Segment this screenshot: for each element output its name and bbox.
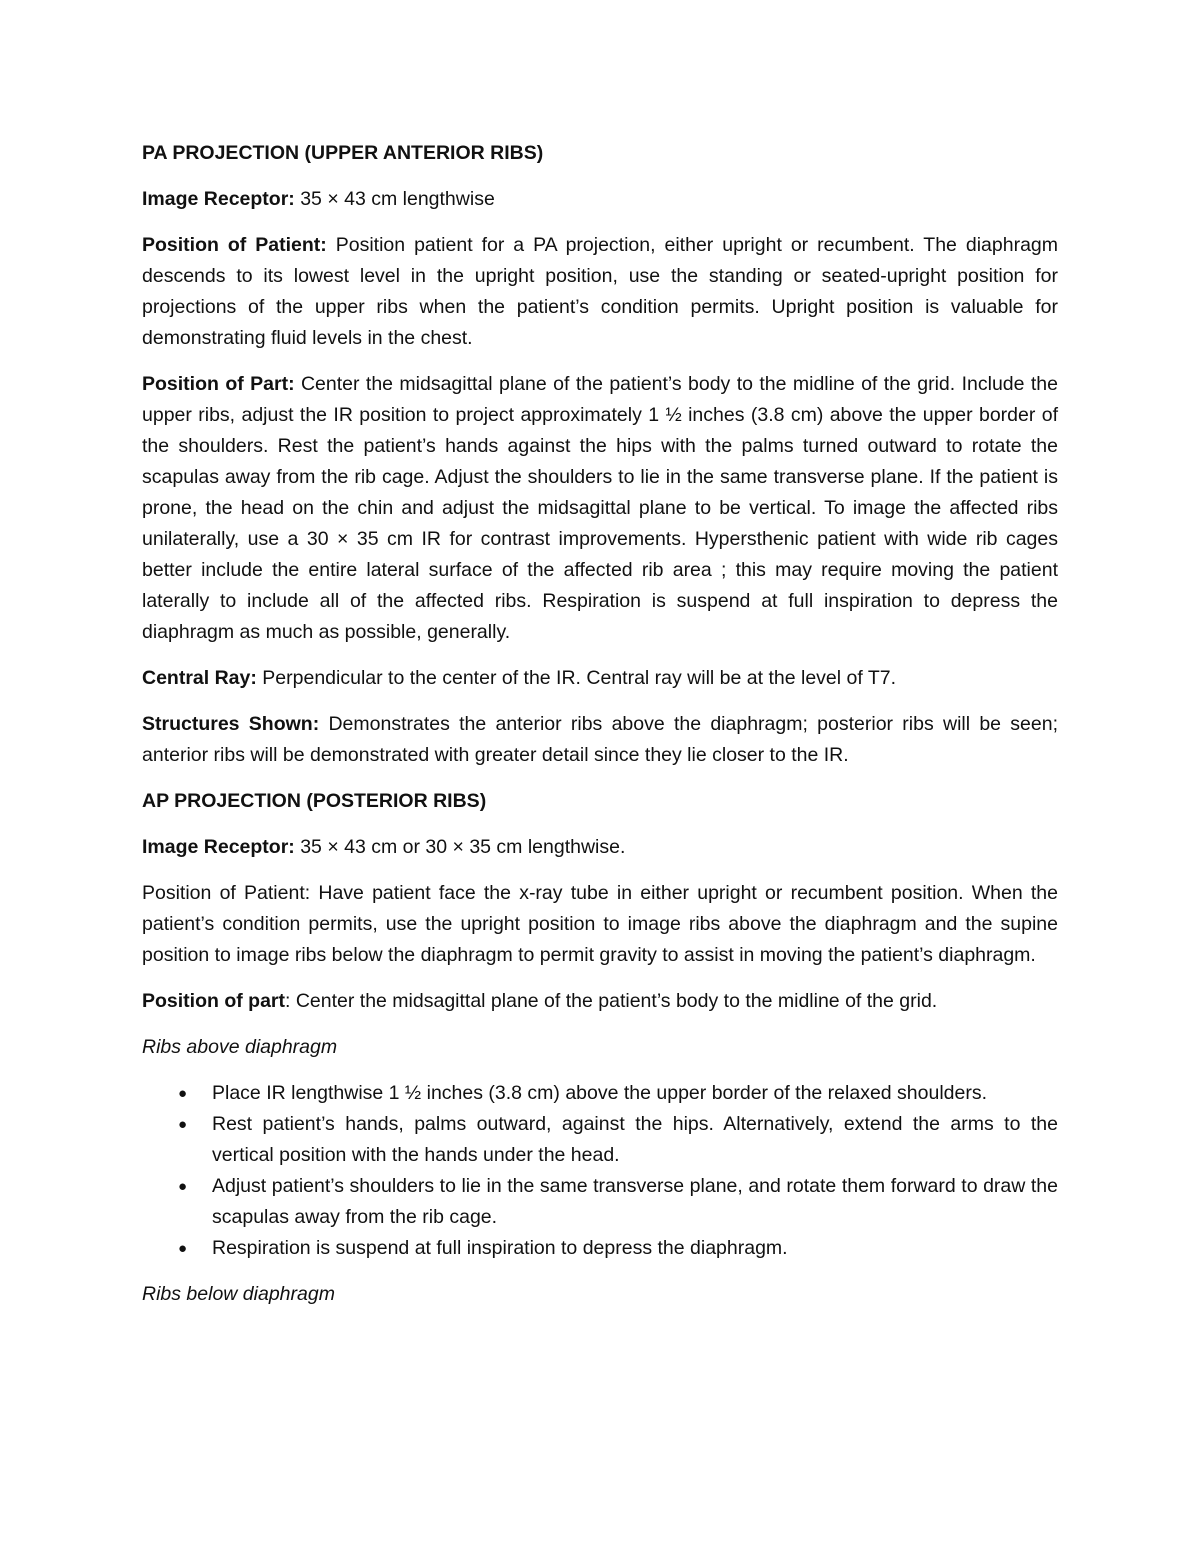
pa-central-ray [142, 663, 1058, 694]
pa-central-ray-label: Central Ray: [142, 667, 257, 689]
bullet-icon: ● [178, 1240, 188, 1257]
ap-position-of-part-label: Position of part [142, 990, 285, 1012]
list-item-text: Adjust patient’s shoulders to lie in the same transverse plane, and rotate them forward to draw the scapulas away from the rib cage. [212, 1175, 1058, 1228]
document-page [142, 138, 1058, 1325]
ribs-above-diaphragm-title: Ribs above diaphragm [142, 1036, 338, 1058]
list-item-text: Place IR lengthwise 1 ½ inches (3.8 cm) above the upper border of the relaxed shoulders. [212, 1082, 988, 1104]
list-item [142, 1109, 1058, 1171]
pa-image-receptor [142, 184, 1058, 215]
ap-projection-heading: AP PROJECTION (POSTERIOR RIBS) [142, 790, 487, 812]
pa-structures-shown-label: Structures Shown: [142, 713, 320, 735]
list-item [142, 1233, 1058, 1264]
ap-image-receptor-text: 35 × 43 cm or 30 × 35 cm lengthwise. [294, 836, 626, 858]
pa-image-receptor-text: 35 × 43 cm lengthwise [294, 188, 495, 210]
ap-position-of-part-text: : Center the midsagittal plane of the patient’s body to the midline of the grid. [285, 990, 938, 1012]
ribs-above-diaphragm-list [142, 1078, 1058, 1264]
list-item [142, 1171, 1058, 1233]
list-item [142, 1078, 1058, 1109]
pa-projection-heading: PA PROJECTION (UPPER ANTERIOR RIBS) [142, 142, 544, 164]
ap-position-of-patient: Position of Patient: Have patient face the x-ray tube in either upright or recumbent position. When the patient’s condition permits, use the upright position to image ribs above the diaphragm and the supine position to image ribs below the diaphragm to permit gravity to assist in moving the patient’s diaphragm. [142, 882, 1058, 966]
pa-position-of-patient-text: Position patient for a PA projection, either upright or recumbent. The diaphragm descends to its lowest level in the upright position, use the standing or seated-upright position for projections of the upper ribs when the patient’s condition permits. Upright position is valuable for demonstrating fluid levels in the chest. [142, 234, 1058, 349]
pa-position-of-part [142, 369, 1058, 648]
pa-structures-shown-text: Demonstrates the anterior ribs above the diaphragm; posterior ribs will be seen; anterior ribs will be demonstrated with greater detail since they lie closer to the IR. [142, 713, 1058, 766]
ap-image-receptor [142, 832, 1058, 863]
bullet-icon: ● [178, 1116, 188, 1133]
list-item-text: Respiration is suspend at full inspiration to depress the diaphragm. [212, 1237, 788, 1259]
pa-image-receptor-label: Image Receptor: [142, 188, 295, 210]
ap-image-receptor-label: Image Receptor: [142, 836, 295, 858]
bullet-icon: ● [178, 1178, 188, 1195]
pa-central-ray-text: Perpendicular to the center of the IR. Central ray will be at the level of T7. [256, 667, 897, 689]
bullet-icon: ● [178, 1085, 188, 1102]
ribs-below-diaphragm-title: Ribs below diaphragm [142, 1283, 335, 1305]
pa-position-of-patient-label: Position of Patient: [142, 234, 327, 256]
list-item-text: Rest patient’s hands, palms outward, against the hips. Alternatively, extend the arms to the vertical position with the hands under the head. [212, 1113, 1058, 1166]
pa-position-of-part-label: Position of Part: [142, 373, 295, 395]
pa-position-of-patient [142, 230, 1058, 354]
ap-position-of-part [142, 986, 1058, 1017]
pa-structures-shown [142, 709, 1058, 771]
pa-position-of-part-text: Center the midsagittal plane of the patient’s body to the midline of the grid. Include the upper ribs, adjust the IR position to project approximately 1 ½ inches (3.8 cm) above the upper border of the shoulders. Rest the patient’s hands against the hips with the palms turned outward to rotate the scapulas away from the rib cage. Adjust the shoulders to lie in the same transverse plane. If the patient is prone, the head on the chin and adjust the midsagittal plane to be vertical. To image the affected ribs unilaterally, use a 30 × 35 cm IR for contrast improvements. Hypersthenic patient with wide rib cages better include the entire lateral surface of the affected rib area ; this may require moving the patient laterally to include all of the affected ribs. Respiration is suspend at full inspiration to depress the diaphragm as much as possible, generally. [142, 373, 1058, 643]
